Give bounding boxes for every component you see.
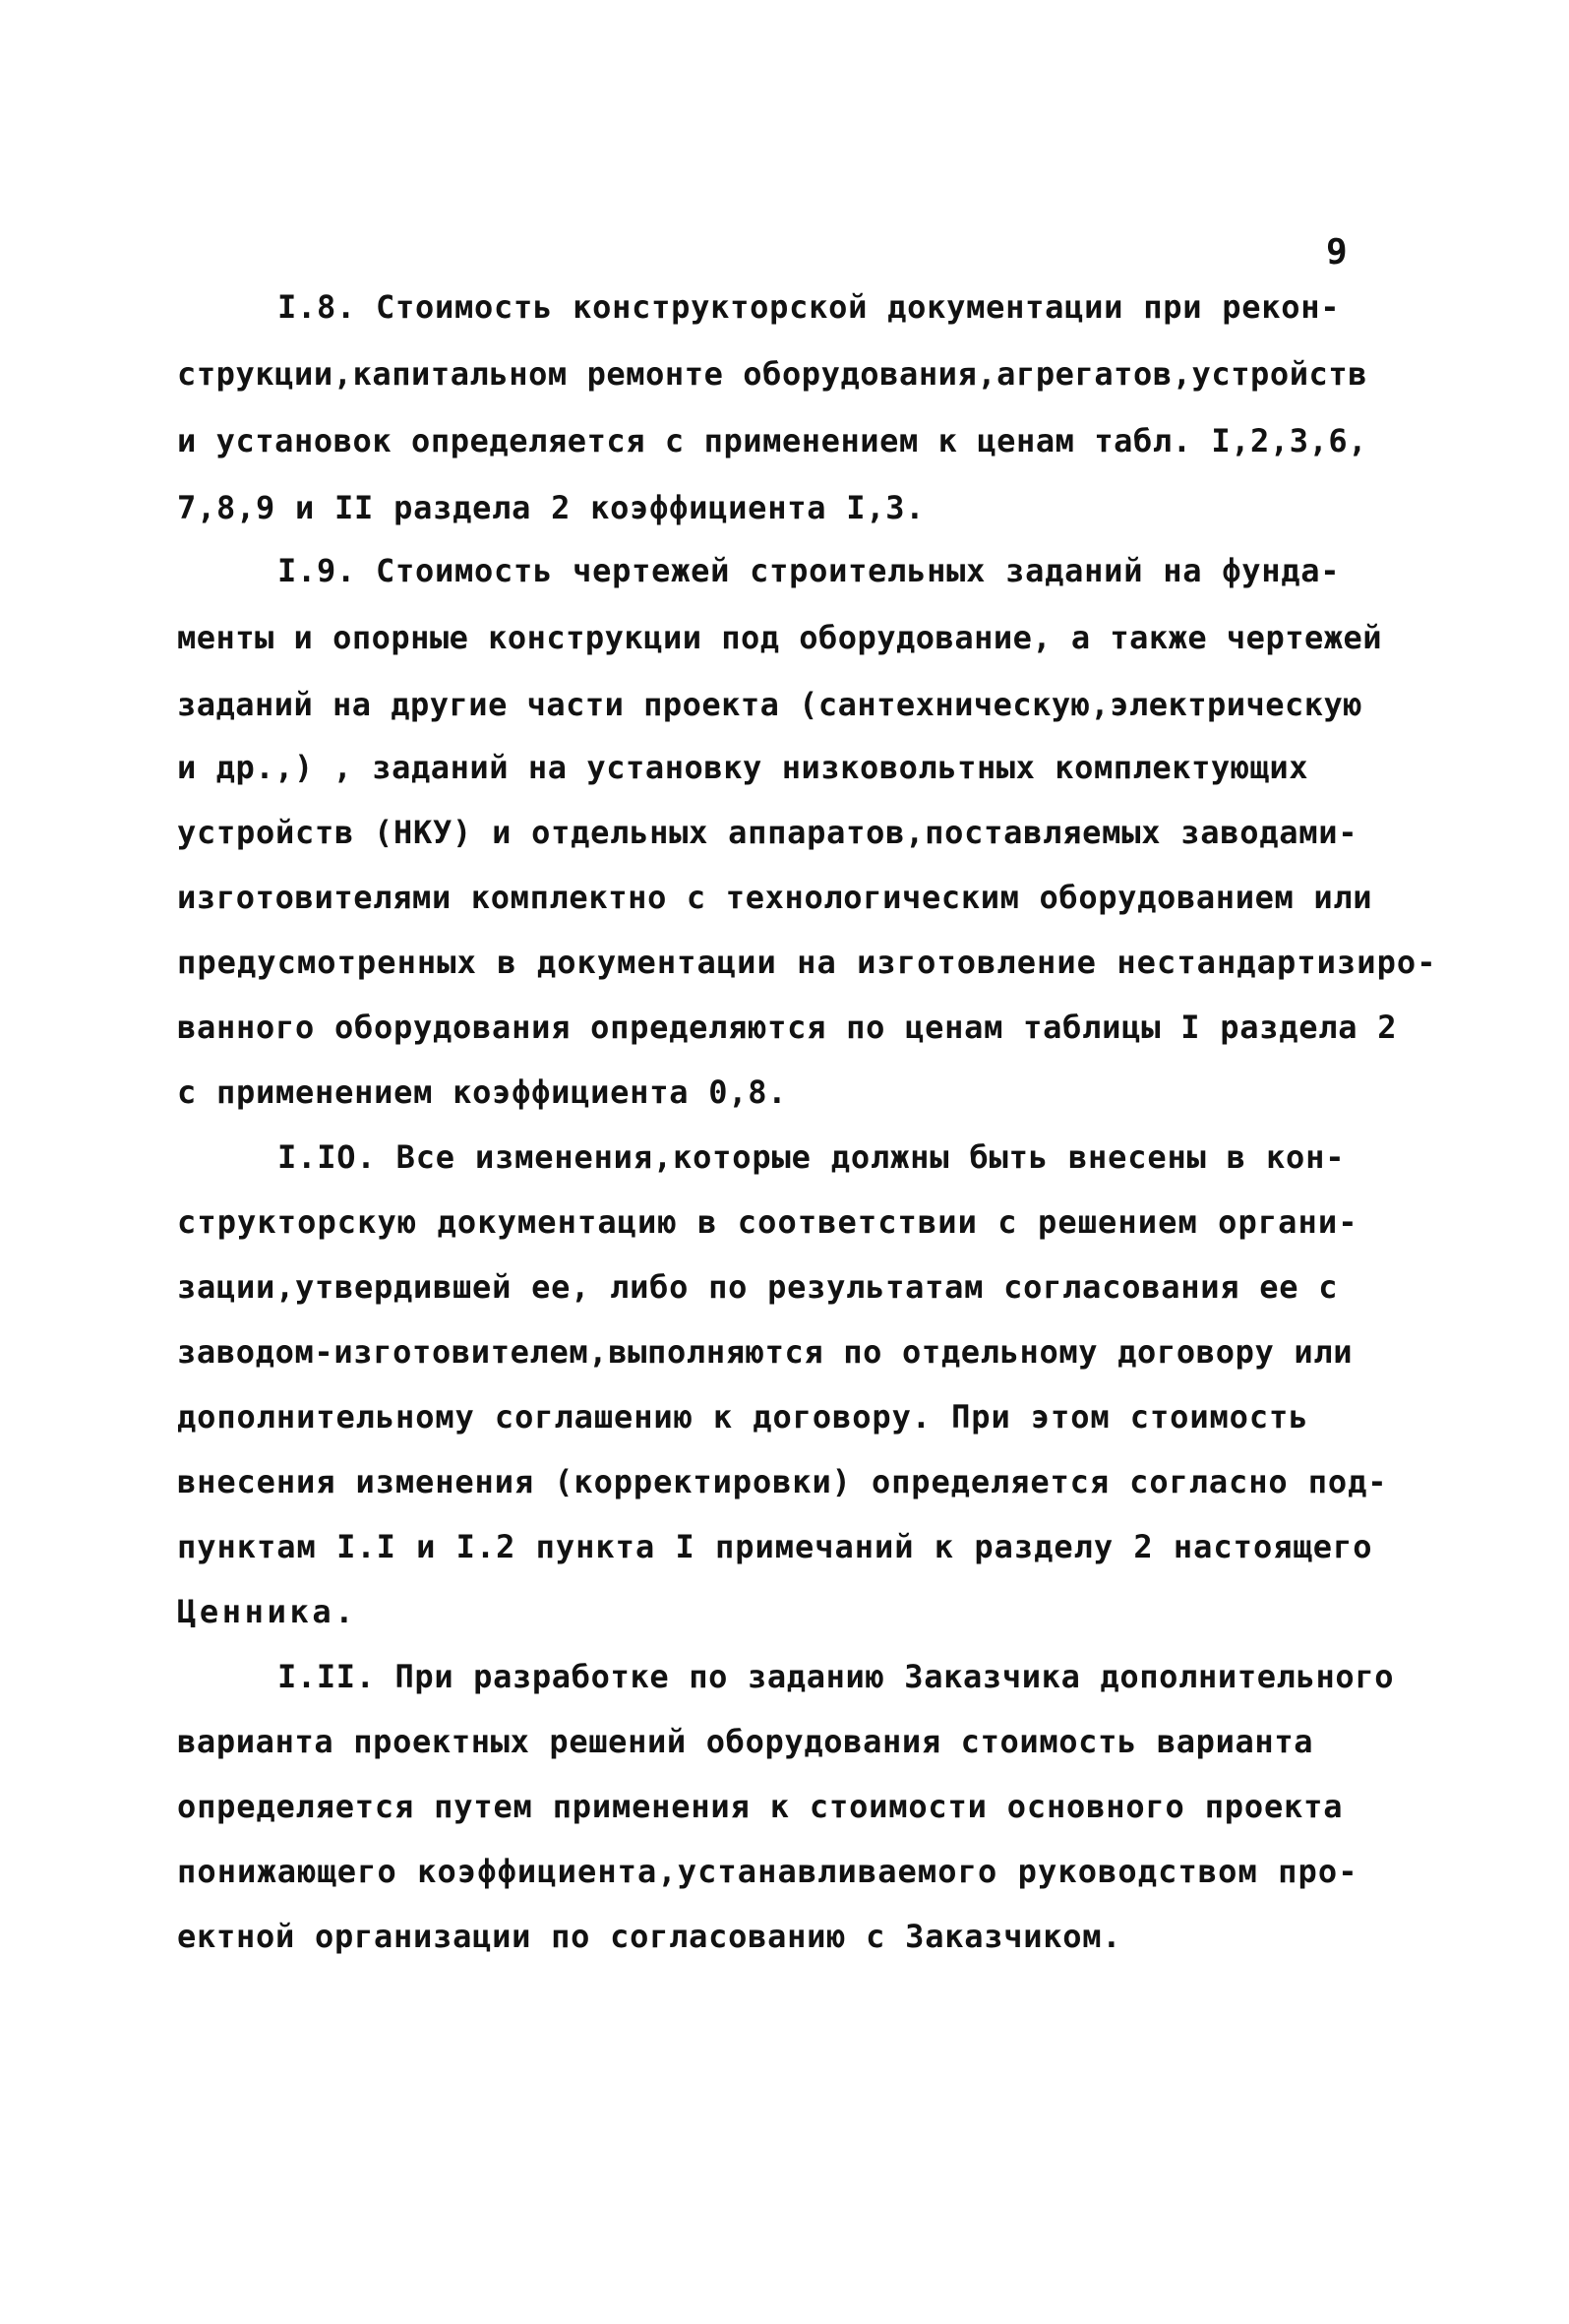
paragraph-1-9-line-1: I.9. Стоимость чертежей строительных заданий на фунда- [277, 552, 1341, 589]
paragraph-1-10-line-8: Ценника. [177, 1593, 358, 1630]
paragraph-1-9-line-6: изготовителями комплектно с технологическим оборудованием или [177, 879, 1373, 916]
paragraph-1-10-line-2: структорскую документацию в соответствии с решением органи- [177, 1203, 1358, 1241]
paragraph-1-11-line-4: понижающего коэффициента,устанавливаемого руководством про- [177, 1853, 1358, 1890]
paragraph-1-9-line-4: и др.,) , заданий на установку низковольтных комплектующих [177, 749, 1309, 786]
paragraph-1-9-line-8: ванного оборудования определяются по ценам таблицы I раздела 2 [177, 1009, 1398, 1046]
paragraph-1-9-line-3: заданий на другие части проекта (сантехническую,электрическую [177, 686, 1362, 723]
paragraph-1-11-line-3: определяется путем применения к стоимости основного проекта [177, 1788, 1344, 1825]
paragraph-1-9-line-9: с применением коэффициента 0,8. [177, 1073, 788, 1111]
paragraph-1-11-line-5: ектной организации по согласованию с Заказчиком. [177, 1918, 1122, 1955]
paragraph-1-10-line-7: пунктам I.I и I.2 пункта I примечаний к разделу 2 настоящего [177, 1528, 1373, 1565]
paragraph-1-8-line-3: и установок определяется с применением к ценам табл. I,2,3,6, [177, 422, 1368, 459]
paragraph-1-10-line-1: I.IO. Все изменения,которые должны быть внесены в кон- [277, 1138, 1346, 1176]
paragraph-1-8-line-4: 7,8,9 и II раздела 2 коэффициента I,3. [177, 489, 926, 526]
paragraph-1-10-line-3: зации,утвердившей ее, либо по результатам согласования ее с [177, 1268, 1339, 1306]
paragraph-1-8-line-2: струкции,капитальном ремонте оборудования,агрегатов,устройств [177, 355, 1368, 393]
paragraph-1-10-line-5: дополнительному соглашению к договору. При этом стоимость [177, 1398, 1309, 1436]
paragraph-1-9-line-7: предусмотренных в документации на изготовление нестандартизиро- [177, 944, 1437, 981]
paragraph-1-9-line-2: менты и опорные конструкции под оборудование, а также чертежей [177, 619, 1382, 656]
page-number: 9 [1326, 232, 1348, 273]
paragraph-1-9-line-5: устройств (НКУ) и отдельных аппаратов,поставляемых заводами- [177, 814, 1358, 851]
paragraph-1-10-line-4: заводом-изготовителем,выполняются по отдельному договору или [177, 1333, 1354, 1371]
paragraph-1-11-line-1: I.II. При разработке по заданию Заказчика дополнительного [277, 1658, 1395, 1695]
paragraph-1-10-line-6: внесения изменения (корректировки) определяется согласно под- [177, 1463, 1388, 1500]
paragraph-1-8-line-1: I.8. Стоимость конструкторской документации при рекон- [277, 288, 1341, 326]
paragraph-1-11-line-2: варианта проектных решений оборудования стоимость варианта [177, 1723, 1314, 1760]
